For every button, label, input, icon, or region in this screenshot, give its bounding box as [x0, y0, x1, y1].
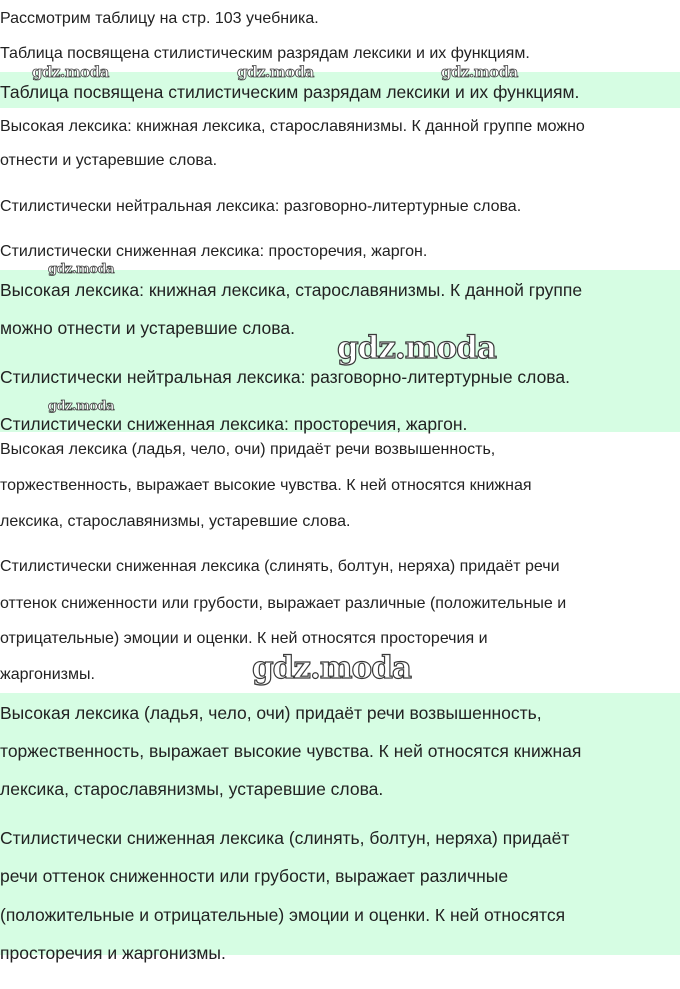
section2-low-line-3: отрицательные) эмоции и оценки. К ней относятся просторечия и — [0, 630, 488, 647]
highlight3-low-line-3: (положительные и отрицательные) эмоции и оценки. К ней относятся — [0, 905, 566, 925]
watermark-logo: gdz.moda — [252, 650, 411, 686]
watermark-logo: gdz.moda — [48, 262, 115, 277]
watermark-logo: gdz.moda — [48, 399, 115, 414]
section2-high-line-2: торжественность, выражает высокие чувства. К ней относятся книжная — [0, 477, 532, 494]
section1-low: Стилистически сниженная лексика: просторечия, жаргон. — [0, 243, 428, 260]
section1-neutral: Стилистически нейтральная лексика: разговорно-литертурные слова. — [0, 198, 522, 215]
intro-line-2: Таблица посвящена стилистическим разрядам лексики и их функциям. — [0, 45, 530, 62]
section1-high-line-2: отнести и устаревшие слова. — [0, 152, 218, 169]
watermark-logo: gdz.moda — [337, 330, 496, 366]
intro-line-1: Рассмотрим таблицу на стр. 103 учебника. — [0, 10, 319, 27]
highlight2-high-line-1: Высокая лексика: книжная лексика, старославянизмы. К данной группе — [0, 280, 583, 300]
highlight2-high-line-2: можно отнести и устаревшие слова. — [0, 318, 295, 338]
watermark-logo: gdz.moda — [32, 63, 109, 81]
section2-high-line-3: лексика, старославянизмы, устаревшие слова. — [0, 513, 351, 530]
highlight3-high-line-2: торжественность, выражает высокие чувства. К ней относятся книжная — [0, 741, 582, 761]
highlight3-low-line-4: просторечия и жаргонизмы. — [0, 943, 226, 963]
highlight3-low-line-2: речи оттенок сниженности или грубости, выражает различные — [0, 866, 509, 886]
section2-low-line-2: оттенок сниженности или грубости, выражает различные (положительные и — [0, 595, 567, 612]
highlight2-neutral: Стилистически нейтральная лексика: разговорно-литертурные слова. — [0, 367, 571, 387]
highlight3-high-line-1: Высокая лексика (ладья, чело, очи) придаёт речи возвышенность, — [0, 703, 542, 723]
watermark-logo: gdz.moda — [441, 63, 518, 81]
watermark-logo: gdz.moda — [237, 63, 314, 81]
highlight1-line: Таблица посвящена стилистическим разрядам лексики и их функциям. — [0, 82, 580, 102]
section1-high-line-1: Высокая лексика: книжная лексика, старославянизмы. К данной группе можно — [0, 118, 585, 135]
highlight2-low: Стилистически сниженная лексика: просторечия, жаргон. — [0, 414, 468, 434]
section2-low-line-1: Стилистически сниженная лексика (слинять, болтун, неряха) придаёт речи — [0, 558, 560, 575]
section2-high-line-1: Высокая лексика (ладья, чело, очи) придаёт речи возвышенность, — [0, 441, 496, 458]
highlight3-low-line-1: Стилистически сниженная лексика (слинять, болтун, неряха) придаёт — [0, 828, 570, 848]
highlight3-high-line-3: лексика, старославянизмы, устаревшие слова. — [0, 779, 384, 799]
section2-low-line-4: жаргонизмы. — [0, 666, 95, 683]
